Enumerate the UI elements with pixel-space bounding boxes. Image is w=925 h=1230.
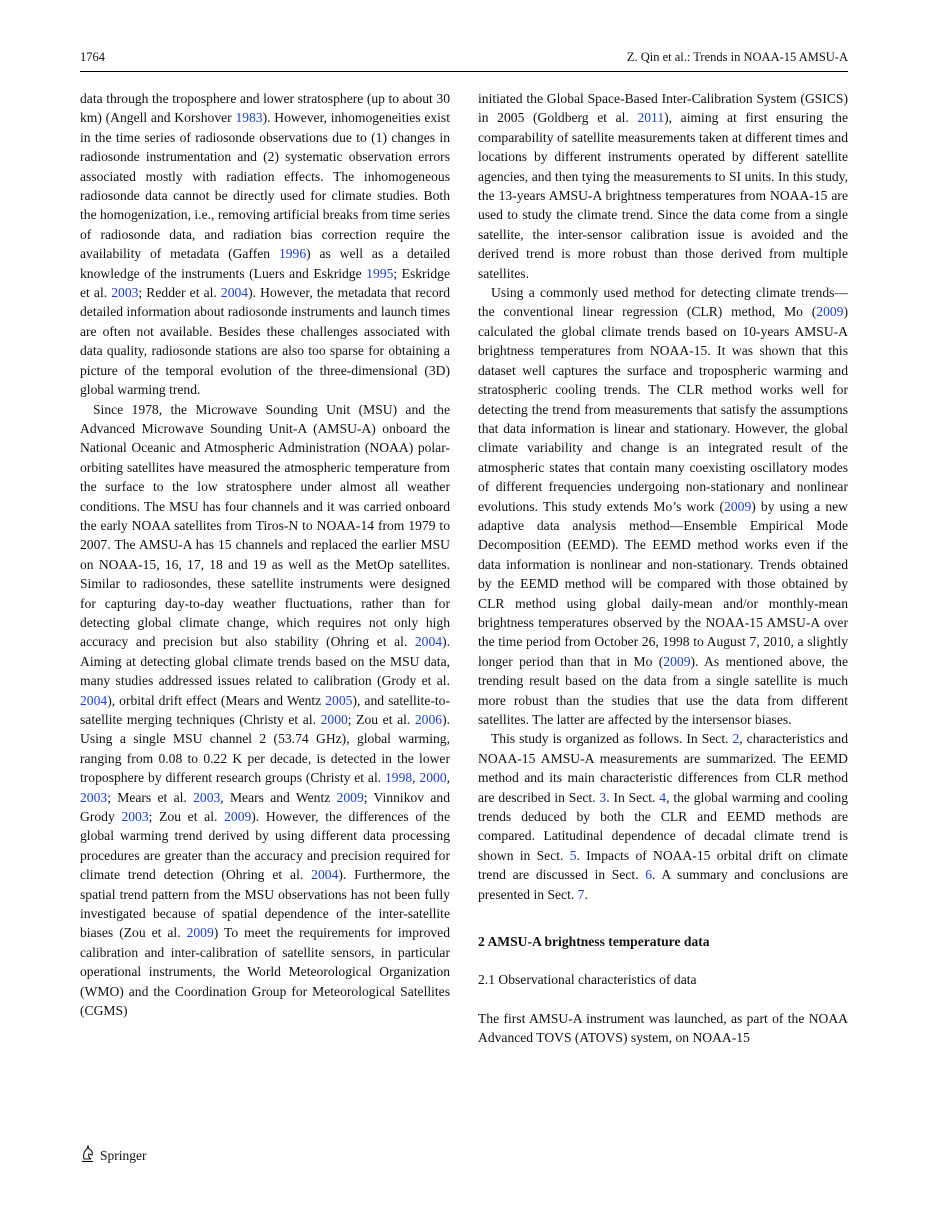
paragraph: [478, 283, 848, 729]
text-run: ; Mears et al.: [107, 789, 194, 805]
paragraph: [80, 89, 450, 400]
citation-link[interactable]: 1983: [235, 110, 263, 126]
publisher-name: Springer: [100, 1148, 147, 1163]
text-run: . A summary and conclusions are presented in Sect.: [478, 867, 848, 902]
left-column: [80, 89, 450, 1021]
text-run: ,: [412, 770, 420, 786]
citation-link[interactable]: 2009: [816, 304, 844, 320]
citation-link[interactable]: 2011: [637, 110, 665, 126]
text-run: , Mears and Wentz: [220, 789, 337, 805]
citation-link[interactable]: 2006: [414, 712, 443, 727]
paragraph: [478, 729, 848, 904]
citation-link[interactable]: 5: [569, 847, 577, 863]
citation-link[interactable]: 2: [732, 731, 740, 747]
citation-link[interactable]: 2004: [220, 285, 249, 301]
text-run: ), and satellite-to-satellite merging techniques (Christy et al.: [80, 692, 450, 727]
text-run: This study is organized as follows. In Sect.: [491, 731, 733, 747]
citation-link[interactable]: 4: [659, 789, 667, 805]
paragraph: The first AMSU-A instrument was launched, as part of the NOAA Advanced TOVS (ATOVS) system, on NOAA-15: [478, 1010, 848, 1046]
citation-link[interactable]: 1995: [366, 265, 394, 281]
citation-link[interactable]: 2003: [193, 789, 221, 805]
citation-link[interactable]: 6: [645, 867, 653, 883]
publisher-footer: [80, 1145, 147, 1167]
paragraph: [478, 89, 848, 283]
citation-link[interactable]: 2000: [320, 712, 348, 727]
citation-link[interactable]: 7: [577, 886, 585, 902]
citation-link[interactable]: 2005: [325, 692, 353, 708]
section-heading: 2 AMSU-A brightness temperature data: [478, 934, 710, 950]
text-run: ). However, the differences of the global warming trend derived by using different data processing procedures are greater than the accuracy and precision required for climate trend detection (Ohring et al.: [80, 809, 451, 883]
citation-link[interactable]: 2003: [121, 809, 149, 825]
subsection-heading: 2.1 Observational characteristics of data: [478, 972, 697, 988]
text-run: ) by using a new adaptive data analysis method—Ensemble Empirical Mode Decomposition (EEMD). The EEMD method works even if the data information is nonlinear and non-stationary. Trends obtained by the EEMD method will be compared with those obtained by CLR method using global daily-mean and/or monthly-mean brightness temperatures observed by the NOAA-15 AMSU-A over the time period from October 26, 1998 to August 7, 2010, a slightly longer period than that in Mo (: [478, 498, 848, 669]
citation-link[interactable]: 2003: [111, 285, 139, 301]
text-run: ; Eskridge et al.: [80, 265, 450, 301]
header-rule: [80, 71, 848, 72]
citation-link[interactable]: 2004: [80, 692, 108, 708]
text-run: initiated the Global Space-Based Inter-Calibration System (GSICS) in 2005 (Goldberg et al.: [478, 91, 848, 126]
text-run: , characteristics and NOAA-15 AMSU-A measurements are summarized. The EEMD method and its main characteristic differences from CLR method are described in Sect.: [478, 731, 848, 805]
citation-link[interactable]: 2000: [419, 770, 447, 786]
citation-link[interactable]: 2009: [224, 809, 252, 825]
citation-link[interactable]: 2009: [186, 925, 214, 941]
text-run: ; Zou et al.: [148, 809, 225, 825]
text-run: ; Redder et al.: [138, 285, 221, 301]
text-run: ; Zou et al.: [347, 712, 415, 727]
citation-link[interactable]: 2004: [311, 867, 339, 883]
paragraph: [80, 400, 450, 1021]
citation-link[interactable]: 1996: [278, 246, 307, 262]
text-run: . Impacts of NOAA-15 orbital drift on climate trend are discussed in Sect.: [478, 847, 848, 883]
text-run: .: [584, 886, 588, 902]
citation-link[interactable]: 2003: [80, 789, 108, 805]
text-run: ). Furthermore, the spatial trend pattern from the MSU observations has not been fully investigated because of spatial dependence of the inter-satellite biases (Zou et al.: [80, 867, 450, 941]
text-run: ) calculated the global climate trends based on 10-years AMSU-A brightness temperatures from NOAA-15. It was shown that this dataset well captures the surface and tropospheric warming and stratospheric cooling trends. The CLR method works well for detecting the trend from measurements that satisfy the assumptions that data information is linear and stationary. However, the global climate variability and change is an integrated result of the atmospheric states that contain many coexisting oscillatory modes of different frequencies undergoing non-stationary and nonlinear evolutions. This study extends Mo’s work (: [478, 304, 848, 514]
text-run: . In Sect.: [606, 789, 660, 805]
text-run: ; Vinnikov and Grody: [80, 789, 450, 825]
text-run: Using a commonly used method for detecting climate trends—the conventional linear regression (CLR) method, Mo (: [478, 285, 848, 320]
text-run: ), orbital drift effect (Mears and Wentz: [107, 692, 326, 708]
running-head: Z. Qin et al.: Trends in NOAA-15 AMSU-A: [626, 50, 848, 64]
text-run: ) To meet the requirements for improved calibration and inter-calibration of satellite sensors, in particular operational instruments, the World Meteorological Organization (WMO) and the Coordination Group for Meteorological Satellites (CGMS): [80, 925, 450, 1019]
page-number: 1764: [80, 50, 105, 64]
text-run: ). As mentioned above, the trending result based on the data from a single satellite is much more robust than the studies that use the data from different satellites. The latter are affected by the intersensor biases.: [478, 653, 848, 727]
citation-link[interactable]: 2009: [663, 653, 691, 669]
text-run: ) as well as a detailed knowledge of the instruments (Luers and Eskridge: [80, 246, 450, 281]
text-run: ). Using a single MSU channel 2 (53.74 GHz), global warming, ranging from 0.08 to 0.22 K per decade, is detected in the lower troposphere by different research groups (Christy et al.: [80, 712, 450, 786]
citation-link[interactable]: 1998: [384, 770, 413, 786]
text-run: ). However, inhomogeneities exist in the time series of radiosonde observations due to (1) changes in radiosonde instrumentation and (2) systematic observation errors associated mostly with radiation effects. The inhomogeneous radiosonde data cannot be directly used for climate studies. Both the homogenization, i.e., removing artificial breaks from time series of radiosonde data, and radiation bias correction require the availability of metadata (Gaffen: [80, 110, 450, 262]
text-run: data through the troposphere and lower stratosphere (up to about 30 km) (Angell and Korshover: [80, 91, 450, 126]
right-column-paragraphs: [478, 89, 848, 904]
right-column: [478, 89, 848, 1048]
citation-link[interactable]: 2009: [724, 498, 752, 514]
text-run: ). However, the metadata that record detailed information about radiosonde instruments and launch times are often not available. Besides these challenges associated with data quality, radiosonde stations are also too sparse for obtaining a picture of the temporal evolution of the three-dimensional (3D) global warming trend.: [80, 285, 450, 398]
text-run: ). Aiming at detecting global climate trends based on the MSU data, many studies addressed issues related to calibration (Grody et al.: [80, 634, 450, 689]
text-run: , the global warming and cooling trends deduced by both the CLR and EEMD methods are compared. Latitudinal dependence of decadal climate trend is shown in Sect.: [478, 789, 848, 863]
springer-horse-logo-icon: [80, 1145, 96, 1167]
text-run: ,: [446, 770, 451, 786]
citation-link[interactable]: 3: [599, 789, 607, 805]
text-run: ), aiming at first ensuring the comparability of satellite measurements taken at different times and locations by different instruments operated by different satellite agencies, and then tying the measurements to SI units. In this study, the 13-years AMSU-A brightness temperatures from NOAA-15 are used to study the climate trend. Since the data come from a single satellite, the inter-sensor calibration issue is avoided and the derived trend is more robust than those derived from multiple satellites.: [478, 110, 848, 281]
citation-link[interactable]: 2004: [414, 634, 443, 650]
text-run: Since 1978, the Microwave Sounding Unit (MSU) and the Advanced Microwave Sounding Unit-A (AMSU-A) onboard the National Oceanic and Atmospheric Administration (NOAA) polar-orbiting satellites have measured the atmospheric temperature from the surface to the low stratosphere under almost all weather conditions. The MSU has four channels and it was carried onboard the early NOAA satellites from Tiros-N to NOAA-14 from 1979 to 2007. The AMSU-A has 15 channels and replaced the earlier MSU on NOAA-15, 16, 17, 18 and 19 as well as the MetOp satellites. Similar to radiosondes, these satellite instruments were designed for capturing day-to-day weather fluctuations, rather than for detecting global climate change, which requires not only high accuracy and precision but also stability (Ohring et al.: [80, 401, 450, 650]
citation-link[interactable]: 2009: [336, 789, 364, 805]
